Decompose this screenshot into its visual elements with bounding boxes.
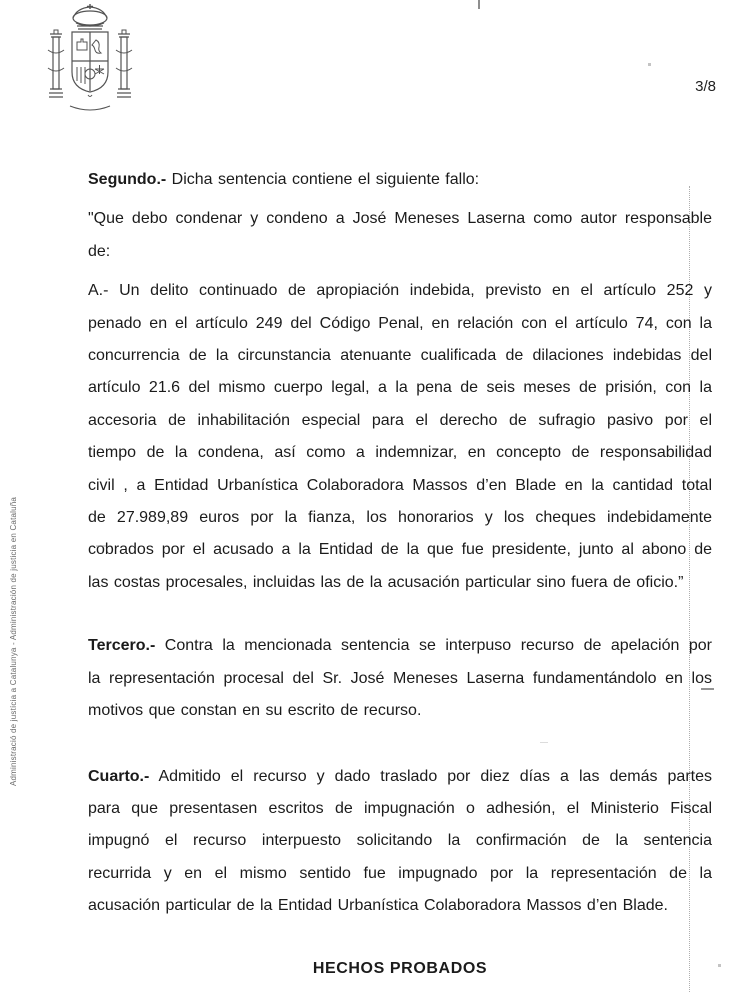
- text-line: para que presentasen escritos de impugnación o adhesión, el Ministerio Fiscal: [88, 799, 712, 817]
- text-line: accesoria de inhabilitación especial para el derecho de sufragio pasivo por el: [88, 411, 712, 429]
- text-span: Dicha sentencia contiene el siguiente fallo:: [171, 171, 480, 188]
- justice-administration-margin-text: Administració de justícia a Catalunya - Administración de justicia en Cataluña: [9, 496, 18, 786]
- text-line: motivos que constan en su escrito de recurso.: [88, 702, 422, 720]
- noise-speck: [540, 742, 548, 743]
- text-line: la representación procesal del Sr. José Meneses Laserna fundamentándolo en los: [88, 669, 712, 687]
- text-span: Contra la mencionada sentencia se interpuso recurso de apelación por: [164, 637, 712, 655]
- scan-dash-mark: [701, 688, 714, 690]
- text-line: concurrencia de la circunstancia atenuante cualificada de dilaciones indebidas del: [88, 347, 712, 365]
- text-line: recurrida y en el mismo sentido fue impugnado por la representación de la: [88, 864, 712, 882]
- text-line: las costas procesales, incluidas las de la acusación particular sino fuera de oficio.”: [88, 573, 684, 591]
- text-line: acusación particular de la Entidad Urbanística Colaboradora Massos d’en Blade.: [88, 897, 668, 915]
- section-lead: Segundo.-: [88, 171, 167, 188]
- text-span: Admitido el recurso y dado traslado por diez días a las demás partes: [158, 767, 712, 785]
- text-line: tiempo de la condena, así como a indemnizar, en concepto de responsabilidad: [88, 444, 712, 462]
- text-line: de:: [88, 242, 111, 260]
- paragraph-cuarto: [88, 761, 712, 923]
- text-line: de 27.989,89 euros por la fianza, los honorarios y los cheques indebidamente: [88, 509, 712, 527]
- spain-coat-of-arms-icon: [40, 2, 140, 116]
- text-line: civil , a Entidad Urbanística Colaboradora Massos d’en Blade en la cantidad total: [88, 476, 712, 494]
- paragraph-tercero: [88, 630, 712, 727]
- document-body: [88, 164, 712, 982]
- noise-speck: [96, 545, 106, 547]
- paragraph-segundo: [88, 164, 712, 196]
- text-line: [88, 630, 712, 662]
- text-line: A.- Un delito continuado de apropiación indebida, previsto en el artículo 252 y: [88, 282, 712, 300]
- text-line: [88, 164, 712, 196]
- hechos-probados-heading: HECHOS PROBADOS: [312, 959, 488, 977]
- noise-speck: [718, 964, 721, 967]
- text-line: [88, 761, 712, 793]
- noise-speck: [648, 63, 651, 66]
- section-lead: Cuarto.-: [88, 767, 150, 785]
- text-line: impugnó el recurso interpuesto solicitando la confirmación de la sentencia: [88, 832, 712, 850]
- paragraph-fallo-intro: [88, 203, 712, 268]
- text-line: penado en el artículo 249 del Código Penal, en relación con el artículo 74, con la: [88, 314, 712, 332]
- scan-tick-mark: [478, 0, 480, 9]
- text-line: cobrados por el acusado a la Entidad de la que fue presidente, junto al abono de: [88, 541, 712, 559]
- section-lead: Tercero.-: [88, 637, 156, 655]
- text-line: "Que debo condenar y condeno a José Meneses Laserna como autor responsable: [88, 210, 712, 228]
- paragraph-delito-a: [88, 275, 712, 599]
- page-number: 3/8: [695, 78, 716, 95]
- text-line: artículo 21.6 del mismo cuerpo legal, a la pena de seis meses de prisión, con la: [88, 379, 712, 397]
